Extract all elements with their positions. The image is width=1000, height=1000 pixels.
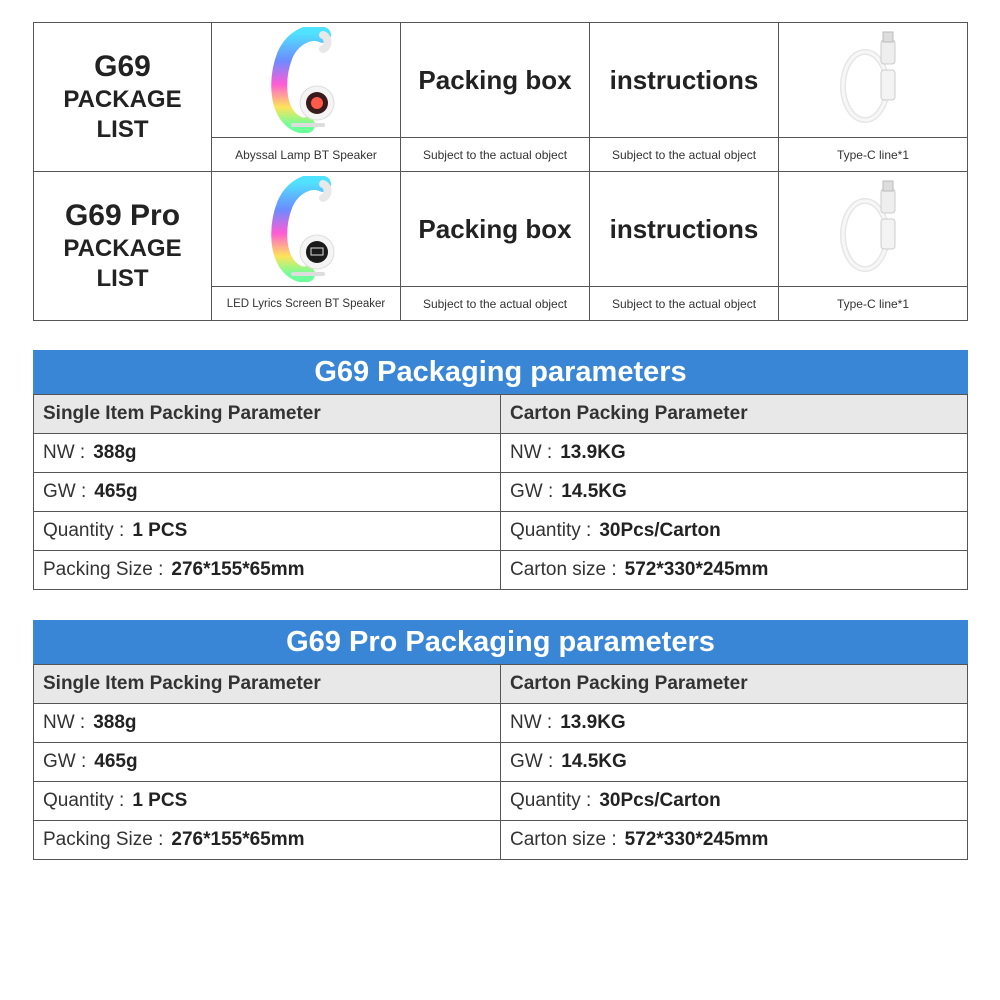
instructions-cell [590, 172, 779, 287]
instructions-label: instructions [609, 64, 759, 95]
single-cell [34, 434, 501, 473]
carton-header: Carton Packing Parameter [501, 395, 968, 434]
list-label: LIST [96, 116, 149, 143]
table-row [34, 434, 968, 473]
cable-image-cell [779, 23, 968, 138]
package-row-g69 [34, 23, 968, 138]
param-label: Quantity : [43, 520, 125, 541]
package-row-g69-pro [34, 172, 968, 287]
param-label: NW : [510, 712, 553, 733]
single-cell [34, 512, 501, 551]
package-label: PACKAGE [63, 235, 182, 262]
param-label: GW : [510, 481, 554, 502]
param-label: Quantity : [510, 790, 592, 811]
caption-instructions: Subject to the actual object [590, 287, 779, 321]
table-row [34, 512, 968, 551]
table-row [34, 782, 968, 821]
type-c-cable-icon [833, 30, 913, 130]
single-cell [34, 743, 501, 782]
carton-cell [501, 434, 968, 473]
param-label: Carton size : [510, 829, 617, 850]
speaker-image-cell [212, 172, 401, 287]
section-title: G69 Packaging parameters [33, 350, 968, 394]
cable-image-cell [779, 172, 968, 287]
instructions-label: instructions [609, 213, 759, 244]
speaker-image-cell [212, 23, 401, 138]
param-value: 14.5KG [561, 481, 627, 502]
single-cell [34, 704, 501, 743]
carton-cell [501, 743, 968, 782]
param-value: 388g [93, 442, 137, 463]
param-label: NW : [43, 442, 86, 463]
single-cell [34, 821, 501, 860]
single-cell [34, 782, 501, 821]
param-value: 465g [94, 481, 138, 502]
carton-cell [501, 782, 968, 821]
caption-cable: Type-C line*1 [779, 138, 968, 172]
carton-header: Carton Packing Parameter [501, 665, 968, 704]
speaker-led-lyrics-screen-icon [271, 176, 341, 282]
caption-speaker: LED Lyrics Screen BT Speaker [212, 287, 401, 321]
carton-cell [501, 551, 968, 590]
list-label: LIST [96, 265, 149, 292]
single-cell [34, 473, 501, 512]
model-cell-g69-pro [34, 172, 212, 321]
single-item-header: Single Item Packing Parameter [34, 665, 501, 704]
model-name: G69 Pro [64, 199, 181, 232]
param-value: 30Pcs/Carton [599, 790, 721, 811]
caption-box: Subject to the actual object [401, 287, 590, 321]
param-value: 13.9KG [560, 442, 626, 463]
packing-box-label: Packing box [418, 64, 572, 95]
param-value: 276*155*65mm [171, 559, 305, 580]
param-label: GW : [510, 751, 554, 772]
param-label: GW : [43, 751, 87, 772]
table-row [34, 743, 968, 782]
carton-cell [501, 473, 968, 512]
package-label: PACKAGE [63, 86, 182, 113]
param-value: 1 PCS [132, 520, 188, 541]
param-label: Carton size : [510, 559, 617, 580]
model-name: G69 [94, 50, 151, 83]
section-title: G69 Pro Packaging parameters [33, 620, 968, 664]
speaker-abyssal-lamp-icon [271, 27, 341, 133]
carton-cell [501, 821, 968, 860]
param-value: 572*330*245mm [624, 829, 769, 850]
packing-box-cell [401, 172, 590, 287]
single-item-header: Single Item Packing Parameter [34, 395, 501, 434]
g69-packaging-parameters [33, 350, 968, 590]
package-list-table [33, 22, 968, 321]
instructions-cell [590, 23, 779, 138]
caption-box: Subject to the actual object [401, 138, 590, 172]
model-cell-g69 [34, 23, 212, 172]
type-c-cable-icon [833, 179, 913, 279]
caption-instructions: Subject to the actual object [590, 138, 779, 172]
carton-cell [501, 512, 968, 551]
table-row [34, 821, 968, 860]
param-label: Packing Size : [43, 829, 164, 850]
param-label: Packing Size : [43, 559, 164, 580]
table-header-row [34, 395, 968, 434]
param-value: 30Pcs/Carton [599, 520, 721, 541]
param-value: 388g [93, 712, 137, 733]
param-label: NW : [43, 712, 86, 733]
table-row [34, 473, 968, 512]
table-row [34, 551, 968, 590]
carton-cell [501, 704, 968, 743]
single-cell [34, 551, 501, 590]
g69-pro-packaging-parameters [33, 620, 968, 860]
caption-speaker: Abyssal Lamp BT Speaker [212, 138, 401, 172]
param-value: 1 PCS [132, 790, 188, 811]
param-label: Quantity : [43, 790, 125, 811]
param-value: 465g [94, 751, 138, 772]
param-label: GW : [43, 481, 87, 502]
param-value: 14.5KG [561, 751, 627, 772]
parameters-table [33, 394, 968, 590]
packing-box-label: Packing box [418, 213, 572, 244]
param-label: NW : [510, 442, 553, 463]
packing-box-cell [401, 23, 590, 138]
param-value: 13.9KG [560, 712, 626, 733]
param-value: 276*155*65mm [171, 829, 305, 850]
table-row [34, 704, 968, 743]
caption-cable: Type-C line*1 [779, 287, 968, 321]
param-value: 572*330*245mm [624, 559, 769, 580]
param-label: Quantity : [510, 520, 592, 541]
table-header-row [34, 665, 968, 704]
parameters-table [33, 664, 968, 860]
